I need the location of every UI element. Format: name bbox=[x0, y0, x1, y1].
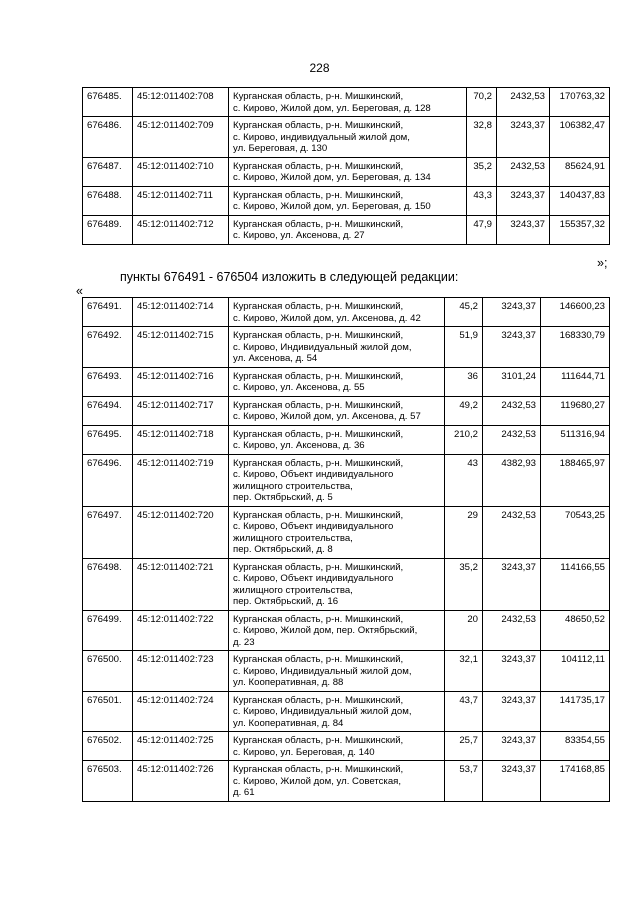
area-cell: 32,1 bbox=[445, 651, 483, 692]
item-number-cell: 676495. bbox=[83, 425, 133, 454]
cadastral-number-cell: 45:12:011402:711 bbox=[133, 186, 229, 215]
cadastral-number-cell: 45:12:011402:712 bbox=[133, 215, 229, 244]
unit-price-cell: 2432,53 bbox=[483, 610, 541, 651]
cadastral-value-cell: 70543,25 bbox=[541, 506, 610, 558]
area-cell: 25,7 bbox=[445, 732, 483, 761]
address-line: с. Кирово, Жилой дом, ул. Береговая, д. 150 bbox=[233, 201, 431, 212]
address-cell bbox=[229, 327, 445, 368]
address-line: Курганская область, р-н. Мишкинский, bbox=[233, 457, 404, 469]
address-line: Курганская область, р-н. Мишкинский, bbox=[233, 561, 404, 573]
area-cell: 32,8 bbox=[467, 117, 497, 158]
address-cell bbox=[229, 454, 445, 506]
area-cell: 70,2 bbox=[467, 88, 497, 117]
address-cell bbox=[229, 367, 445, 396]
cadastral-value-cell: 174168,85 bbox=[541, 761, 610, 802]
address-line: с. Кирово, Индивидуальный жилой дом, bbox=[233, 706, 412, 717]
area-cell: 36 bbox=[445, 367, 483, 396]
address-cell bbox=[229, 88, 467, 117]
cadastral-value-cell: 106382,47 bbox=[550, 117, 610, 158]
address-cell bbox=[229, 610, 445, 651]
address-cell bbox=[229, 732, 445, 761]
address-cell bbox=[229, 117, 467, 158]
table-row bbox=[83, 117, 610, 158]
address-line: Курганская область, р-н. Мишкинский, bbox=[233, 160, 404, 172]
address-cell bbox=[229, 425, 445, 454]
cadastral-number-cell: 45:12:011402:717 bbox=[133, 396, 229, 425]
cadastral-number-cell: 45:12:011402:716 bbox=[133, 367, 229, 396]
address-cell bbox=[229, 298, 445, 327]
area-cell: 35,2 bbox=[467, 157, 497, 186]
item-number-cell: 676499. bbox=[83, 610, 133, 651]
address-line: с. Кирово, Жилой дом, ул. Береговая, д. 128 bbox=[233, 102, 431, 114]
registry-table-bottom-body bbox=[83, 298, 610, 802]
address-line: Курганская область, р-н. Мишкинский, bbox=[233, 120, 404, 131]
address-line: с. Кирово, Жилой дом, ул. Аксенова, д. 42 bbox=[233, 312, 421, 324]
address-line: пер. Октябрьский, д. 8 bbox=[233, 544, 333, 555]
item-number-cell: 676501. bbox=[83, 691, 133, 732]
area-cell: 43 bbox=[445, 454, 483, 506]
cadastral-value-cell: 141735,17 bbox=[541, 691, 610, 732]
unit-price-cell: 3243,37 bbox=[483, 761, 541, 802]
cadastral-value-cell: 146600,23 bbox=[541, 298, 610, 327]
table-row bbox=[83, 425, 610, 454]
item-number-cell: 676500. bbox=[83, 651, 133, 692]
opening-quote-mark: « bbox=[76, 284, 83, 298]
address-line: с. Кирово, Индивидуальный жилой дом, bbox=[233, 665, 412, 677]
unit-price-cell: 3243,37 bbox=[483, 298, 541, 327]
address-cell bbox=[229, 157, 467, 186]
registry-table-top-body bbox=[83, 88, 610, 245]
item-number-cell: 676486. bbox=[83, 117, 133, 158]
cadastral-number-cell: 45:12:011402:718 bbox=[133, 425, 229, 454]
address-line: Курганская область, р-н. Мишкинский, bbox=[233, 330, 404, 341]
address-line: с. Кирово, Жилой дом, ул. Береговая, д. 134 bbox=[233, 172, 431, 183]
cadastral-value-cell: 48650,52 bbox=[541, 610, 610, 651]
address-line: ул. Аксенова, д. 54 bbox=[233, 353, 318, 364]
address-line: Курганская область, р-н. Мишкинский, bbox=[233, 509, 404, 521]
address-line: с. Кирово, Жилой дом, пер. Октябрьский, bbox=[233, 625, 418, 636]
address-cell bbox=[229, 651, 445, 692]
unit-price-cell: 2432,53 bbox=[497, 88, 550, 117]
address-line: Курганская область, р-н. Мишкинский, bbox=[233, 189, 404, 201]
area-cell: 53,7 bbox=[445, 761, 483, 802]
cadastral-number-cell: 45:12:011402:715 bbox=[133, 327, 229, 368]
address-line: ул. Кооперативная, д. 84 bbox=[233, 717, 344, 729]
cadastral-number-cell: 45:12:011402:723 bbox=[133, 651, 229, 692]
address-cell bbox=[229, 558, 445, 610]
address-line: пер. Октябрьский, д. 5 bbox=[233, 492, 333, 503]
address-line: жилищного строительства, bbox=[233, 480, 353, 492]
table-row bbox=[83, 215, 610, 244]
area-cell: 29 bbox=[445, 506, 483, 558]
cadastral-number-cell: 45:12:011402:724 bbox=[133, 691, 229, 732]
address-line: жилищного строительства, bbox=[233, 584, 353, 596]
unit-price-cell: 3101,24 bbox=[483, 367, 541, 396]
item-number-cell: 676487. bbox=[83, 157, 133, 186]
unit-price-cell: 3243,37 bbox=[483, 732, 541, 761]
cadastral-number-cell: 45:12:011402:721 bbox=[133, 558, 229, 610]
registry-table-bottom bbox=[82, 297, 610, 802]
item-number-cell: 676491. bbox=[83, 298, 133, 327]
area-cell: 45,2 bbox=[445, 298, 483, 327]
address-line: Курганская область, р-н. Мишкинский, bbox=[233, 301, 404, 312]
area-cell: 35,2 bbox=[445, 558, 483, 610]
cadastral-value-cell: 170763,32 bbox=[550, 88, 610, 117]
address-line: с. Кирово, Объект индивидуального bbox=[233, 573, 394, 584]
address-line: ул. Кооперативная, д. 88 bbox=[233, 677, 344, 688]
address-line: с. Кирово, ул. Аксенова, д. 27 bbox=[233, 230, 365, 241]
item-number-cell: 676489. bbox=[83, 215, 133, 244]
address-line: ул. Береговая, д. 130 bbox=[233, 143, 328, 154]
table-row bbox=[83, 732, 610, 761]
cadastral-value-cell: 104112,11 bbox=[541, 651, 610, 692]
cadastral-value-cell: 168330,79 bbox=[541, 327, 610, 368]
item-number-cell: 676492. bbox=[83, 327, 133, 368]
address-line: с. Кирово, Объект индивидуального bbox=[233, 469, 394, 480]
cadastral-number-cell: 45:12:011402:709 bbox=[133, 117, 229, 158]
table-row bbox=[83, 396, 610, 425]
unit-price-cell: 3243,37 bbox=[497, 186, 550, 215]
table-row bbox=[83, 367, 610, 396]
cadastral-number-cell: 45:12:011402:720 bbox=[133, 506, 229, 558]
cadastral-number-cell: 45:12:011402:714 bbox=[133, 298, 229, 327]
item-number-cell: 676485. bbox=[83, 88, 133, 117]
cadastral-number-cell: 45:12:011402:708 bbox=[133, 88, 229, 117]
area-cell: 51,9 bbox=[445, 327, 483, 368]
address-line: с. Кирово, ул. Аксенова, д. 55 bbox=[233, 382, 365, 393]
area-cell: 43,3 bbox=[467, 186, 497, 215]
table-row bbox=[83, 157, 610, 186]
address-cell bbox=[229, 691, 445, 732]
address-line: с. Кирово, ул. Аксенова, д. 36 bbox=[233, 440, 365, 451]
item-number-cell: 676488. bbox=[83, 186, 133, 215]
address-line: Курганская область, р-н. Мишкинский, bbox=[233, 428, 404, 440]
table-row bbox=[83, 761, 610, 802]
address-line: пер. Октябрьский, д. 16 bbox=[233, 596, 339, 607]
unit-price-cell: 3243,37 bbox=[483, 691, 541, 732]
cadastral-number-cell: 45:12:011402:719 bbox=[133, 454, 229, 506]
table-row bbox=[83, 506, 610, 558]
address-line: Курганская область, р-н. Мишкинский, bbox=[233, 694, 404, 706]
address-line: жилищного строительства, bbox=[233, 532, 353, 544]
address-line: Курганская область, р-н. Мишкинский, bbox=[233, 218, 404, 230]
address-line: с. Кирово, Жилой дом, ул. Советская, bbox=[233, 775, 402, 787]
closing-quote-mark: »; bbox=[597, 256, 608, 270]
item-number-cell: 676493. bbox=[83, 367, 133, 396]
address-cell bbox=[229, 186, 467, 215]
area-cell: 49,2 bbox=[445, 396, 483, 425]
table-row bbox=[83, 558, 610, 610]
area-cell: 210,2 bbox=[445, 425, 483, 454]
address-line: Курганская область, р-н. Мишкинский, bbox=[233, 370, 404, 382]
cadastral-value-cell: 85624,91 bbox=[550, 157, 610, 186]
table-row bbox=[83, 88, 610, 117]
cadastral-value-cell: 140437,83 bbox=[550, 186, 610, 215]
item-number-cell: 676496. bbox=[83, 454, 133, 506]
address-line: д. 23 bbox=[233, 636, 255, 648]
registry-table-top bbox=[82, 87, 610, 245]
table-row bbox=[83, 298, 610, 327]
cadastral-number-cell: 45:12:011402:725 bbox=[133, 732, 229, 761]
item-number-cell: 676498. bbox=[83, 558, 133, 610]
cadastral-value-cell: 155357,32 bbox=[550, 215, 610, 244]
address-cell bbox=[229, 761, 445, 802]
cadastral-value-cell: 188465,97 bbox=[541, 454, 610, 506]
address-line: д. 61 bbox=[233, 787, 255, 798]
item-number-cell: 676494. bbox=[83, 396, 133, 425]
address-line: с. Кирово, Жилой дом, ул. Аксенова, д. 57 bbox=[233, 411, 421, 422]
area-cell: 43,7 bbox=[445, 691, 483, 732]
unit-price-cell: 2432,53 bbox=[497, 157, 550, 186]
unit-price-cell: 3243,37 bbox=[483, 558, 541, 610]
address-cell bbox=[229, 506, 445, 558]
amendment-instruction: пункты 676491 - 676504 изложить в следующей редакции: bbox=[120, 270, 459, 284]
unit-price-cell: 3243,37 bbox=[483, 327, 541, 368]
table-row bbox=[83, 651, 610, 692]
cadastral-number-cell: 45:12:011402:726 bbox=[133, 761, 229, 802]
address-line: Курганская область, р-н. Мишкинский, bbox=[233, 399, 404, 411]
address-line: Курганская область, р-н. Мишкинский, bbox=[233, 91, 404, 102]
cadastral-value-cell: 119680,27 bbox=[541, 396, 610, 425]
table-row bbox=[83, 691, 610, 732]
cadastral-value-cell: 511316,94 bbox=[541, 425, 610, 454]
unit-price-cell: 3243,37 bbox=[497, 117, 550, 158]
table-row bbox=[83, 327, 610, 368]
unit-price-cell: 2432,53 bbox=[483, 506, 541, 558]
address-line: с. Кирово, Объект индивидуального bbox=[233, 521, 394, 532]
address-line: с. Кирово, индивидуальный жилой дом, bbox=[233, 131, 410, 143]
cadastral-value-cell: 111644,71 bbox=[541, 367, 610, 396]
cadastral-number-cell: 45:12:011402:722 bbox=[133, 610, 229, 651]
address-line: Курганская область, р-н. Мишкинский, bbox=[233, 613, 404, 625]
unit-price-cell: 4382,93 bbox=[483, 454, 541, 506]
unit-price-cell: 2432,53 bbox=[483, 425, 541, 454]
address-cell bbox=[229, 396, 445, 425]
table-row bbox=[83, 454, 610, 506]
address-cell bbox=[229, 215, 467, 244]
unit-price-cell: 3243,37 bbox=[497, 215, 550, 244]
area-cell: 47,9 bbox=[467, 215, 497, 244]
unit-price-cell: 3243,37 bbox=[483, 651, 541, 692]
address-line: с. Кирово, Индивидуальный жилой дом, bbox=[233, 341, 412, 353]
page-number: 228 bbox=[309, 61, 330, 75]
cadastral-number-cell: 45:12:011402:710 bbox=[133, 157, 229, 186]
cadastral-value-cell: 114166,55 bbox=[541, 558, 610, 610]
table-row bbox=[83, 186, 610, 215]
table-row bbox=[83, 610, 610, 651]
item-number-cell: 676503. bbox=[83, 761, 133, 802]
address-line: Курганская область, р-н. Мишкинский, bbox=[233, 735, 404, 746]
unit-price-cell: 2432,53 bbox=[483, 396, 541, 425]
cadastral-value-cell: 83354,55 bbox=[541, 732, 610, 761]
address-line: Курганская область, р-н. Мишкинский, bbox=[233, 654, 404, 665]
item-number-cell: 676497. bbox=[83, 506, 133, 558]
address-line: Курганская область, р-н. Мишкинский, bbox=[233, 764, 404, 775]
address-line: с. Кирово, ул. Береговая, д. 140 bbox=[233, 746, 375, 758]
item-number-cell: 676502. bbox=[83, 732, 133, 761]
area-cell: 20 bbox=[445, 610, 483, 651]
